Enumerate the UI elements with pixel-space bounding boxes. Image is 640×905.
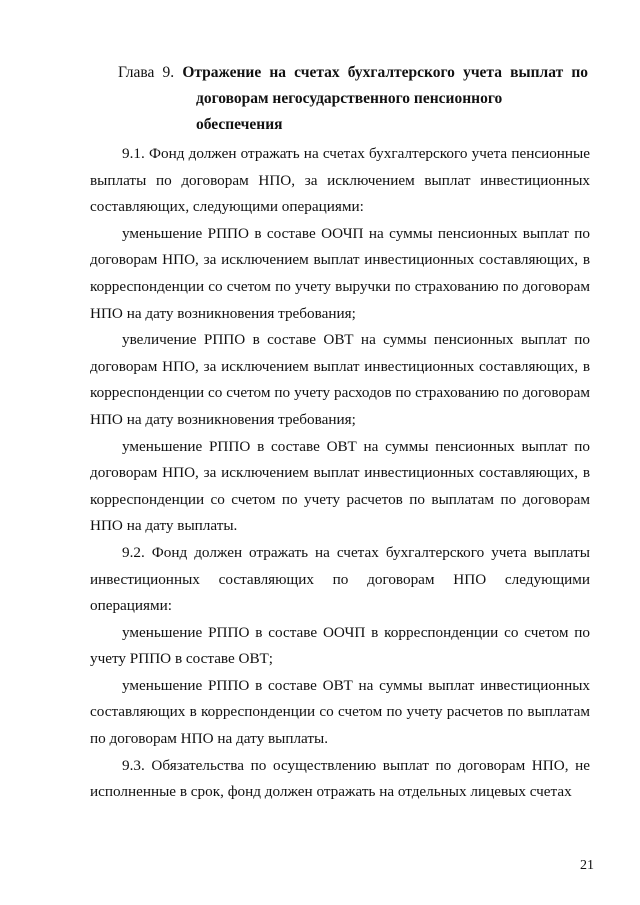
paragraph-9-2: 9.2. Фонд должен отражать на счетах бухгалтерского учета выплаты инвестиционных составляющих по договорам НПО следующими операциями: (90, 543, 590, 615)
paragraph-9-1: 9.1. Фонд должен отражать на счетах бухгалтерского учета пенсионные выплаты по договорам НПО, за исключением выплат инвестиционных составляющих, следующими операциями: (90, 145, 590, 216)
paragraph-9-2-item-1: уменьшение РППО в составе ООЧП в корреспонденции со счетом по учету РППО в составе ОВТ; (90, 623, 590, 668)
chapter-prefix: Глава 9. (118, 64, 175, 81)
chapter-title-line1: Отражение на счетах бухгалтерского учета выплат по (182, 64, 588, 81)
paragraph-9-1-item-3: уменьшение РППО в составе ОВТ на суммы пенсионных выплат по договорам НПО, за исключением выплат инвестиционных составляющих, в корреспонденции со счетом по учету расчетов по выплатам по договорам НПО на дату выплаты. (90, 437, 590, 535)
document-body (90, 141, 590, 806)
chapter-title-line2: договорам негосударственного пенсионного обеспечения (196, 90, 503, 133)
paragraph-9-3: 9.3. Обязательства по осуществлению выплат по договорам НПО, не исполненные в срок, фонд должен отражать на отдельных лицевых счетах (90, 756, 590, 801)
chapter-heading (118, 60, 588, 138)
paragraph-9-2-item-2: уменьшение РППО в составе ОВТ на суммы выплат инвестиционных составляющих в корреспонденции со счетом по учету расчетов по выплатам по договорам НПО на дату выплаты. (90, 676, 590, 748)
page-number: 21 (580, 858, 594, 873)
chapter-heading-line1 (118, 60, 588, 86)
paragraph-9-1-item-1: уменьшение РППО в составе ООЧП на суммы пенсионных выплат по договорам НПО, за исключением выплат инвестиционных составляющих, в корреспонденции со счетом по учету выручки по страхованию по договорам НПО на дату возникновения требования; (90, 224, 590, 322)
paragraph-9-1-item-2: увеличение РППО в составе ОВТ на суммы пенсионных выплат по договорам НПО, за исключением выплат инвестиционных составляющих, в корреспонденции со счетом по учету расходов по страхованию по договорам НПО на дату возникновения требования; (90, 331, 590, 428)
